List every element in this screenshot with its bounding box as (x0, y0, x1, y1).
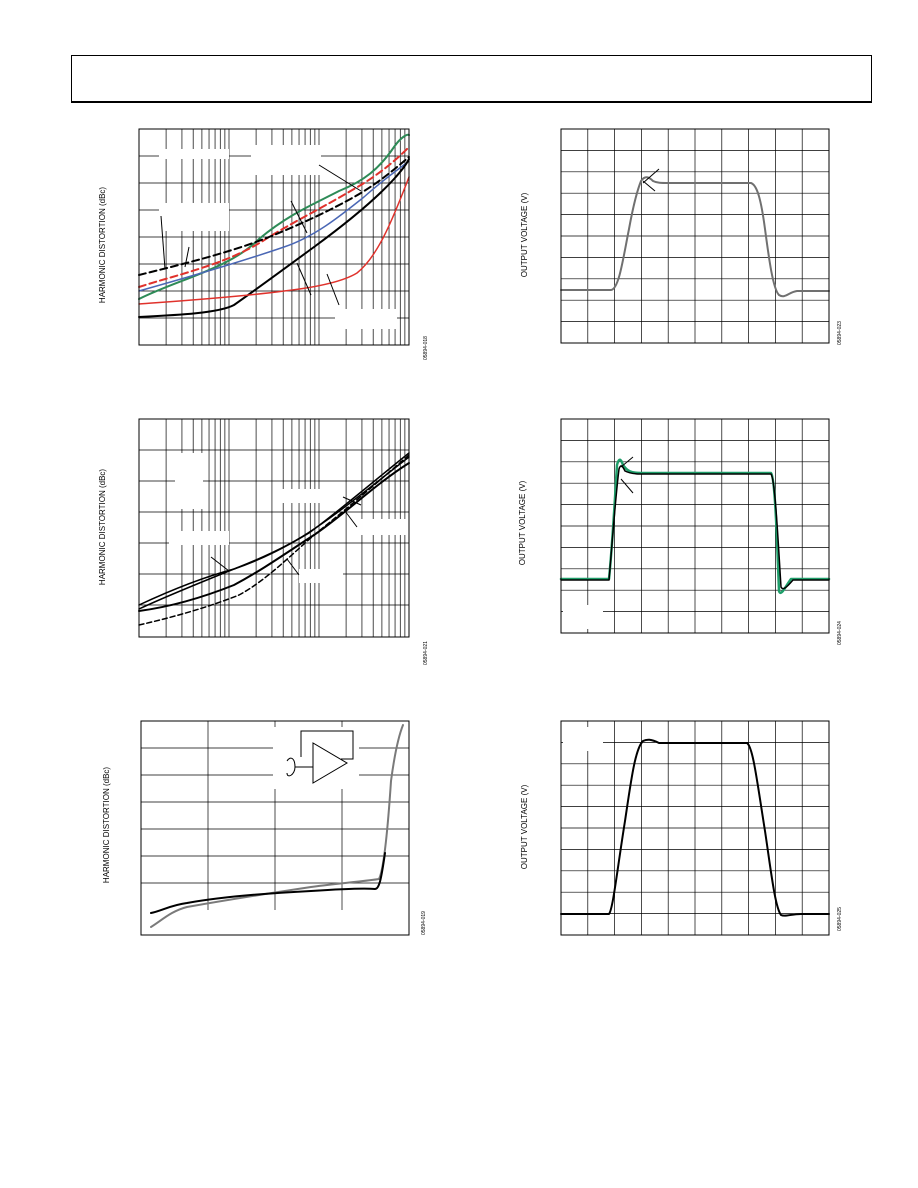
chart-6-label-mask (563, 727, 603, 751)
chart-1-svg (95, 125, 429, 375)
chart-6-ylabel: OUTPUT VOLTAGE (V) (520, 784, 529, 870)
chart-1-label-mask-1 (159, 149, 229, 159)
chart-6-grid (561, 721, 829, 935)
chart-1-fig-id: 05894-018 (423, 336, 429, 360)
chart-1-callout-6 (327, 274, 339, 305)
chart-1-label-mask-4 (335, 309, 397, 329)
chart-4-grid (561, 419, 829, 633)
chart-1-label-mask-3 (251, 145, 321, 175)
chart-harmonic-distortion-1 (95, 125, 429, 375)
chart-3-label-mask-2 (169, 531, 229, 545)
chart-5-ylabel: HARMONIC DISTORTION (dBc) (102, 766, 111, 884)
chart-output-voltage-6 (515, 715, 845, 945)
chart-5-svg (95, 715, 427, 945)
chart-5-fig-id: 05894-019 (421, 911, 427, 935)
chart-6-svg (515, 715, 845, 945)
chart-2-callout-1 (643, 169, 659, 183)
chart-output-voltage-2 (515, 125, 845, 375)
chart-3-svg (95, 415, 429, 665)
chart-1-series-red-solid (139, 177, 409, 304)
chart-2-callout-2 (643, 181, 655, 191)
chart-4-svg (515, 415, 845, 665)
chart-3-label-mask-1 (175, 453, 203, 509)
chart-4-ylabel: OUTPUT VOLTAGE (V) (518, 480, 527, 566)
chart-2-svg (515, 125, 845, 375)
chart-2-ylabel: OUTPUT VOLTAGE (V) (520, 192, 529, 278)
chart-2-fig-id: 05894-023 (837, 321, 843, 345)
chart-3-fig-id: 05894-021 (423, 641, 429, 665)
chart-3-ylabel: HARMONIC DISTORTION (dBc) (98, 468, 107, 586)
chart-harmonic-distortion-3 (95, 415, 429, 665)
chart-5-inset-mask (273, 727, 359, 789)
chart-3-label-mask-5 (299, 569, 343, 583)
chart-4-label-mask (563, 605, 603, 629)
chart-3-callout-2 (287, 559, 299, 575)
chart-2-grid (561, 129, 829, 343)
chart-4-fig-id: 05894-024 (837, 621, 843, 645)
page-header-box (71, 55, 872, 103)
chart-1-callout-3 (319, 165, 361, 191)
chart-output-voltage-4 (515, 415, 845, 665)
chart-1-ylabel: HARMONIC DISTORTION (dBc) (98, 186, 107, 304)
chart-harmonic-distortion-5 (95, 715, 427, 945)
chart-1-label-mask-2 (159, 203, 229, 231)
chart-4-callout-2 (621, 479, 633, 493)
chart-6-fig-id: 05894-025 (837, 907, 843, 931)
chart-3-label-mask-3 (277, 489, 339, 503)
chart-3-label-mask-4 (351, 519, 407, 535)
